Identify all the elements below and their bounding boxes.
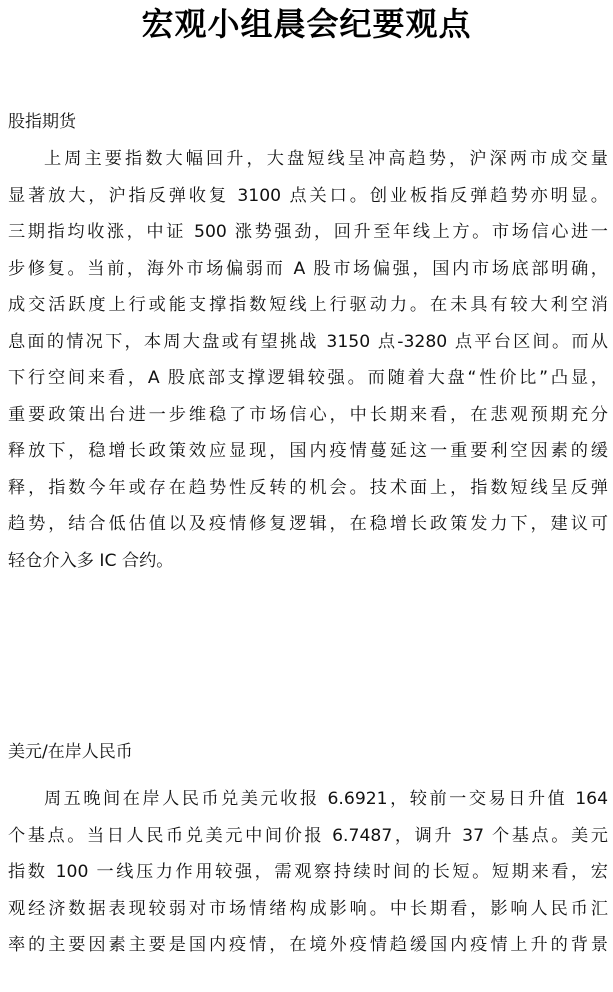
paragraph-line: 息面的情况下，本周大盘或有望挑战 3150 点-3280 点平台区间。而从 [8,331,608,352]
document-title: 宏观小组晨会纪要观点 [141,5,472,43]
paragraph-line: 轻仓介入多 IC 合约。 [8,550,174,571]
paragraph-line: 释放下，稳增长政策效应显现，国内疫情蔓延这一重要利空因素的缓 [8,441,608,461]
paragraph-line: 重要政策出台进一步维稳了市场信心，中长期来看，在悲观预期充分 [8,404,608,425]
paragraph-line: 趋势，结合低估值以及疫情修复逻辑，在稳增长政策发力下，建议可 [8,514,608,534]
paragraph-line: 个基点。当日人民币兑美元中间价报 6.7487，调升 37 个基点。美元 [8,825,608,846]
paragraph-line: 下行空间来看，A 股底部支撑逻辑较强。而随着大盘“性价比”凸显， [8,368,608,388]
paragraph-line: 释，指数今年或存在趋势性反转的机会。技术面上，指数短线呈反弹 [8,477,608,498]
paragraph-line: 步修复。当前，海外市场偏弱而 A 股市场偏强，国内市场底部明确， [8,258,608,279]
section-heading-stock-index-futures: 股指期货 [8,112,76,132]
paragraph-line: 三期指均收涨，中证 500 涨势强劲，回升至年线上方。市场信心进一 [8,222,608,242]
paragraph-line: 上周主要指数大幅回升，大盘短线呈冲高趋势，沪深两市成交量 [44,149,608,169]
section-paragraph-stock-index-futures [8,141,608,579]
paragraph-line: 周五晚间在岸人民币兑美元收报 6.6921，较前一交易日升值 164 [44,789,608,809]
paragraph-line: 观经济数据表现较弱对市场情绪构成影响。中长期看，影响人民币汇 [8,898,608,919]
paragraph-line: 成交活跃度上行或能支撑指数短线上行驱动力。在未具有较大利空消 [8,295,608,315]
section-heading-usd-cny: 美元/在岸人民币 [8,742,133,762]
paragraph-line: 指数 100 一线压力作用较强，需观察持续时间的长短。短期来看，宏 [8,862,608,882]
paragraph-line: 显著放大，沪指反弹收复 3100 点关口。创业板指反弹趋势亦明显。 [8,185,608,206]
section-paragraph-usd-cny [8,781,608,964]
paragraph-line: 率的主要因素主要是国内疫情，在境外疫情趋缓国内疫情上升的背景 [8,935,608,955]
